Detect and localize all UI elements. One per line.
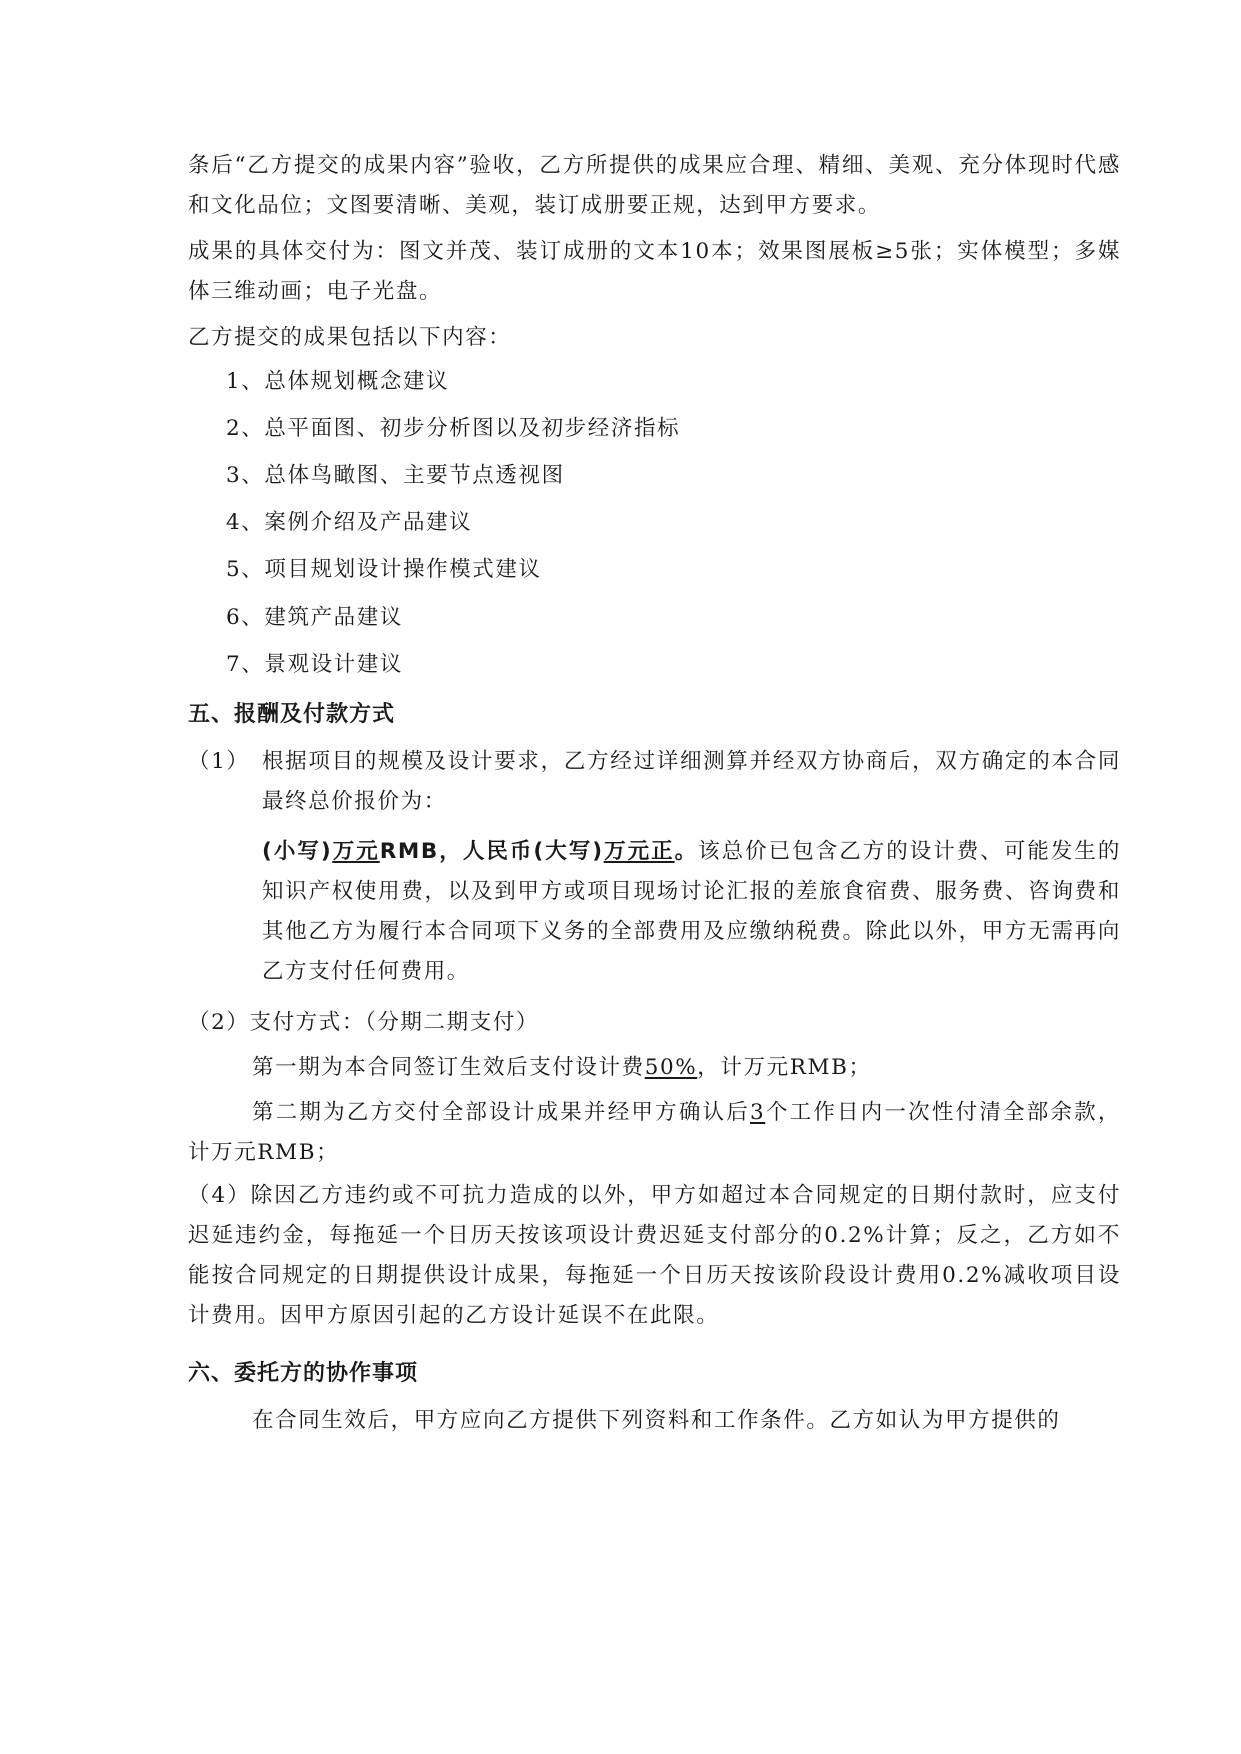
price-small-label: (小写) — [262, 839, 333, 864]
price-big-label: (大写) — [533, 839, 604, 864]
price-big-unit: 万元正 — [603, 839, 675, 864]
intro-paragraph-contents: 乙方提交的成果包括以下内容： — [188, 325, 512, 350]
section-heading-cooperation: 六、委托方的协作事项 — [188, 1361, 419, 1386]
clause-1-text: 根据项目的规模及设计要求，乙方经过详细测算并经双方协商后，双方确定的本合同最终总价报价为： — [262, 749, 1121, 814]
list-item: 5、项目规划设计操作模式建议 — [226, 557, 542, 582]
phase-2-after: 个工作日内一次性付清全部余款，计万元RMB； — [188, 1100, 1121, 1165]
price-details: 该总价已包含乙方的设计费、可能发生的知识产权使用费，以及到甲方或项目现场讨论汇报的差旅食宿费、服务费、咨询费和其他乙方为履行本合同项下义务的全部费用及应缴纳税费。除此以外，甲方无需再向乙方支付任何费用。 — [262, 839, 1121, 984]
list-item: 6、建筑产品建议 — [226, 605, 403, 630]
phase-1-percent: 50% — [644, 1055, 698, 1080]
phase-1-before: 第一期为本合同签订生效后支付设计费 — [252, 1055, 645, 1080]
clause-number-1: （1） — [188, 749, 250, 774]
payment-phase-1 — [188, 1048, 1121, 1088]
price-currency: RMB，人民币 — [379, 839, 534, 864]
intro-paragraph-deliverables: 成果的具体交付为：图文并茂、装订成册的文本10本；效果图展板≥5张；实体模型；多媒体三维动画；电子光盘。 — [188, 239, 1121, 304]
phase-1-after: ，计万元RMB； — [697, 1055, 872, 1080]
list-item: 2、总平面图、初步分析图以及初步经济指标 — [226, 416, 681, 441]
price-paragraph — [262, 832, 1121, 992]
list-item: 3、总体鸟瞰图、主要节点透视图 — [226, 463, 565, 488]
phase-2-days: 3 — [750, 1100, 766, 1125]
list-item: 7、景观设计建议 — [226, 652, 403, 677]
price-small-unit: 万元 — [332, 839, 380, 864]
payment-phase-2 — [188, 1093, 1121, 1173]
section-heading-payment: 五、报酬及付款方式 — [188, 702, 396, 727]
phase-2-before: 第二期为乙方交付全部设计成果并经甲方确认后 — [252, 1100, 750, 1125]
price-period: 。 — [674, 839, 699, 864]
intro-paragraph-acceptance: 条后“乙方提交的成果内容”验收，乙方所提供的成果应合理、精细、美观、充分体现时代感和文化品位；文图要清晰、美观，装订成册要正规，达到甲方要求。 — [188, 153, 1121, 218]
list-item: 4、案例介绍及产品建议 — [226, 510, 473, 535]
list-item: 1、总体规划概念建议 — [226, 369, 450, 394]
clause-4-penalty: （4）除因乙方违约或不可抗力造成的以外，甲方如超过本合同规定的日期付款时，应支付迟延违约金，每拖延一个日历天按该项设计费迟延支付部分的0.2%计算；反之，乙方如不能按合同规定的日期提供设计成果，每拖延一个日历天按该阶段设计费用0.2%减收项目设计费用。因甲方原因引起的乙方设计延误不在此限。 — [188, 1183, 1121, 1328]
section-6-paragraph: 在合同生效后，甲方应向乙方提供下列资料和工作条件。乙方如认为甲方提供的 — [252, 1408, 1061, 1433]
clause-2-payment-method: （2）支付方式：（分期二期支付） — [188, 1010, 540, 1035]
